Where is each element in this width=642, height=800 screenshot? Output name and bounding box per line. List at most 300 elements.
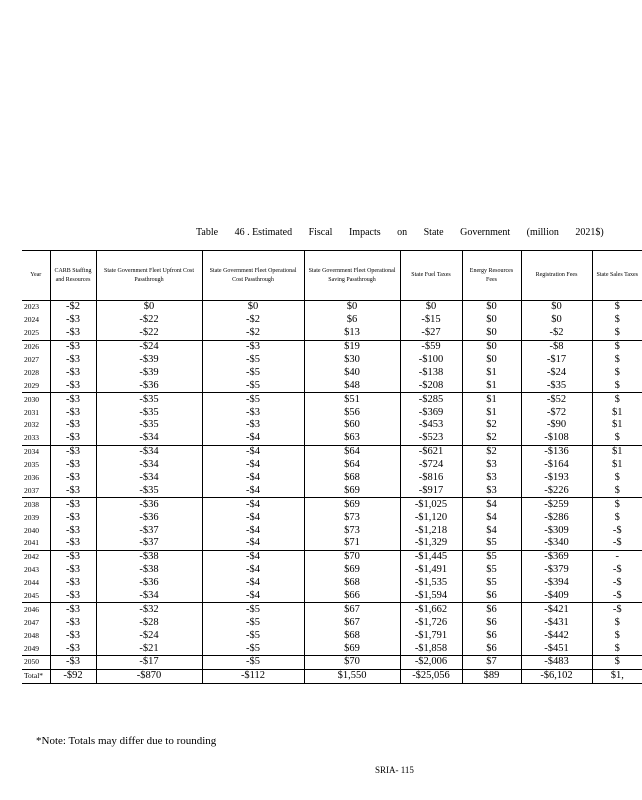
table-cell: -$100 xyxy=(400,354,462,367)
table-cell: -$24 xyxy=(521,366,592,379)
table-cell: -$4 xyxy=(202,432,304,445)
table-cell: -$3 xyxy=(50,393,96,406)
table-row xyxy=(22,550,642,563)
table-cell: -$453 xyxy=(400,419,462,432)
table-cell: -$3 xyxy=(50,314,96,327)
table-cell: -$5 xyxy=(202,393,304,406)
table-cell: -$1,025 xyxy=(400,498,462,511)
caption-word: State xyxy=(423,227,444,238)
table-row xyxy=(22,603,642,616)
row-year-cell: 2042 xyxy=(22,550,50,563)
table-cell: $69 xyxy=(304,642,400,655)
table-cell: -$483 xyxy=(521,656,592,670)
table-cell: - xyxy=(592,550,642,563)
table-cell: $63 xyxy=(304,432,400,445)
table-cell: -$34 xyxy=(96,445,202,458)
table-cell: $71 xyxy=(304,537,400,550)
table-cell: -$379 xyxy=(521,564,592,577)
caption-word: 46 . Estimated xyxy=(234,227,293,238)
table-cell: -$92 xyxy=(50,669,96,683)
fiscal-impacts-table-wrapper xyxy=(22,250,638,726)
table-cell: $70 xyxy=(304,550,400,563)
table-cell: -$ xyxy=(592,564,642,577)
table-caption xyxy=(196,227,616,238)
table-cell: $6 xyxy=(304,314,400,327)
table-cell: -$108 xyxy=(521,432,592,445)
table-row xyxy=(22,379,642,392)
table-cell: -$3 xyxy=(50,629,96,642)
table-cell: -$35 xyxy=(96,484,202,497)
table-cell: -$870 xyxy=(96,669,202,683)
row-year-cell: 2024 xyxy=(24,315,39,325)
table-cell: -$138 xyxy=(400,366,462,379)
row-year-cell: 2040 xyxy=(24,525,39,535)
table-cell: -$208 xyxy=(400,379,462,392)
table-cell: -$5 xyxy=(202,366,304,379)
table-cell: $0 xyxy=(521,301,592,314)
table-cell: -$3 xyxy=(50,472,96,485)
column-header: State Government Fleet Operational Saving Passthrough xyxy=(304,251,400,301)
table-cell: $ xyxy=(592,432,642,445)
table-cell: $6 xyxy=(462,603,521,616)
table-cell: -$136 xyxy=(521,445,592,458)
table-cell: -$ xyxy=(592,603,642,616)
table-cell: -$5 xyxy=(202,354,304,367)
table-row xyxy=(22,354,642,367)
row-year-cell: 2047 xyxy=(24,617,39,627)
table-cell: -$3 xyxy=(50,511,96,524)
row-year-cell: 2023 xyxy=(24,302,39,312)
table-cell: $2 xyxy=(462,432,521,445)
table-cell: $89 xyxy=(462,669,521,683)
table-cell: -$4 xyxy=(202,472,304,485)
table-cell: $6 xyxy=(462,642,521,655)
table-cell: -$6,102 xyxy=(521,669,592,683)
column-header: State Government Fleet Operational Cost Passthrough xyxy=(202,251,304,301)
table-cell: $1,550 xyxy=(304,669,400,683)
table-cell: -$38 xyxy=(96,550,202,563)
row-year-cell: 2034 xyxy=(22,445,50,458)
table-cell: $1 xyxy=(592,445,642,458)
row-year-cell: 2039 xyxy=(24,512,39,522)
table-cell: $56 xyxy=(304,406,400,419)
table-cell: $ xyxy=(592,629,642,642)
table-cell: -$3 xyxy=(50,524,96,537)
table-cell: -$37 xyxy=(96,524,202,537)
table-cell: $4 xyxy=(462,498,521,511)
row-year-cell: 2027 xyxy=(24,355,39,364)
table-cell: $0 xyxy=(202,301,304,314)
table-row xyxy=(22,419,642,432)
table-cell: -$523 xyxy=(400,432,462,445)
table-cell: $7 xyxy=(462,656,521,670)
table-cell: $68 xyxy=(304,577,400,590)
table-row xyxy=(22,590,642,603)
table-cell: -$21 xyxy=(96,642,202,655)
table-cell: -$35 xyxy=(521,379,592,392)
table-cell: $ xyxy=(592,656,642,670)
table-cell: $ xyxy=(592,498,642,511)
table-cell: -$3 xyxy=(50,590,96,603)
table-row xyxy=(22,616,642,629)
table-cell: $73 xyxy=(304,524,400,537)
table-cell: -$25,056 xyxy=(400,669,462,683)
table-row xyxy=(22,445,642,458)
table-cell: $5 xyxy=(462,577,521,590)
table-cell: -$3 xyxy=(50,406,96,419)
table-cell: -$32 xyxy=(96,603,202,616)
table-cell: $64 xyxy=(304,445,400,458)
table-cell: $5 xyxy=(462,537,521,550)
table-cell: -$5 xyxy=(202,616,304,629)
table-cell: -$34 xyxy=(96,459,202,472)
table-cell: -$37 xyxy=(96,537,202,550)
table-row xyxy=(22,484,642,497)
table-cell: $5 xyxy=(462,550,521,563)
table-cell: $40 xyxy=(304,366,400,379)
table-cell: $ xyxy=(592,393,642,406)
table-cell: $0 xyxy=(462,327,521,340)
table-cell: -$34 xyxy=(96,590,202,603)
table-cell: -$3 xyxy=(50,327,96,340)
row-year-cell: 2037 xyxy=(24,485,39,495)
table-cell: $0 xyxy=(462,314,521,327)
table-cell: -$35 xyxy=(96,406,202,419)
table-cell: -$1,218 xyxy=(400,524,462,537)
table-cell: -$917 xyxy=(400,484,462,497)
row-year-cell: 2045 xyxy=(24,591,39,601)
row-year-cell: 2049 xyxy=(24,643,39,653)
table-cell: -$3 xyxy=(50,656,96,670)
row-year-cell: 2043 xyxy=(24,565,39,575)
table-cell: -$5 xyxy=(202,629,304,642)
table-cell: $19 xyxy=(304,340,400,353)
table-cell: $51 xyxy=(304,393,400,406)
table-cell: -$36 xyxy=(96,498,202,511)
row-year-cell: 2032 xyxy=(24,420,39,430)
table-cell: $6 xyxy=(462,616,521,629)
table-cell: $0 xyxy=(462,301,521,314)
table-cell: -$5 xyxy=(202,642,304,655)
column-header: Registration Fees xyxy=(521,251,592,301)
table-cell: -$4 xyxy=(202,564,304,577)
table-cell: -$17 xyxy=(96,656,202,670)
table-cell: -$3 xyxy=(50,616,96,629)
table-cell: -$431 xyxy=(521,616,592,629)
table-cell: $73 xyxy=(304,511,400,524)
row-year-cell: Total* xyxy=(22,669,50,683)
table-cell: -$3 xyxy=(50,366,96,379)
table-cell: -$193 xyxy=(521,472,592,485)
table-row xyxy=(22,301,642,314)
table-cell: $6 xyxy=(462,590,521,603)
table-cell: $0 xyxy=(96,301,202,314)
table-row xyxy=(22,577,642,590)
table-row xyxy=(22,564,642,577)
table-cell: $ xyxy=(592,642,642,655)
table-cell: -$35 xyxy=(96,419,202,432)
table-row xyxy=(22,327,642,340)
table-cell: -$28 xyxy=(96,616,202,629)
caption-word: 2021$) xyxy=(575,227,604,238)
table-cell: -$ xyxy=(592,537,642,550)
table-cell: -$3 xyxy=(50,484,96,497)
table-cell: -$36 xyxy=(96,577,202,590)
table-cell: $1 xyxy=(462,379,521,392)
table-cell: -$4 xyxy=(202,445,304,458)
table-cell: -$369 xyxy=(521,550,592,563)
table-cell: -$27 xyxy=(400,327,462,340)
table-cell: -$285 xyxy=(400,393,462,406)
table-cell: -$3 xyxy=(50,577,96,590)
row-year-cell: 2035 xyxy=(24,460,39,470)
table-cell: $68 xyxy=(304,472,400,485)
row-year-cell: 2050 xyxy=(22,656,50,670)
row-year-cell: 2031 xyxy=(24,407,39,417)
table-cell: $30 xyxy=(304,354,400,367)
table-cell: -$286 xyxy=(521,511,592,524)
table-cell: -$5 xyxy=(202,379,304,392)
table-cell: -$451 xyxy=(521,642,592,655)
table-cell: $70 xyxy=(304,656,400,670)
table-cell: $1 xyxy=(592,419,642,432)
table-cell: -$2 xyxy=(202,327,304,340)
table-cell: $48 xyxy=(304,379,400,392)
table-cell: -$22 xyxy=(96,327,202,340)
table-cell: -$2 xyxy=(521,327,592,340)
table-cell: -$816 xyxy=(400,472,462,485)
table-cell: -$3 xyxy=(50,459,96,472)
column-header: CARB Staffing and Resources xyxy=(50,251,96,301)
table-cell: $ xyxy=(592,301,642,314)
table-cell: -$1,329 xyxy=(400,537,462,550)
table-cell: -$340 xyxy=(521,537,592,550)
table-cell: -$724 xyxy=(400,459,462,472)
fiscal-impacts-table xyxy=(22,250,642,684)
table-cell: -$8 xyxy=(521,340,592,353)
table-cell: -$1,491 xyxy=(400,564,462,577)
table-cell: -$3 xyxy=(202,340,304,353)
table-row xyxy=(22,366,642,379)
table-row xyxy=(22,406,642,419)
caption-word: Government xyxy=(460,227,511,238)
row-year-cell: 2048 xyxy=(24,630,39,640)
table-cell: -$1,791 xyxy=(400,629,462,642)
row-year-cell: 2026 xyxy=(22,340,50,353)
table-cell: -$24 xyxy=(96,340,202,353)
table-cell: -$4 xyxy=(202,484,304,497)
table-cell: -$3 xyxy=(202,419,304,432)
table-cell: $1 xyxy=(592,406,642,419)
table-cell: $3 xyxy=(462,472,521,485)
row-year-cell: 2046 xyxy=(22,603,50,616)
table-cell: $ xyxy=(592,484,642,497)
table-row xyxy=(22,459,642,472)
caption-word: on xyxy=(397,227,408,238)
table-cell: $1 xyxy=(462,366,521,379)
table-cell: -$3 xyxy=(50,603,96,616)
table-cell: -$1,858 xyxy=(400,642,462,655)
table-cell: -$2 xyxy=(50,301,96,314)
table-row xyxy=(22,537,642,550)
table-cell: $ xyxy=(592,354,642,367)
table-row xyxy=(22,524,642,537)
table-cell: $ xyxy=(592,314,642,327)
rounding-note: *Note: Totals may differ due to rounding xyxy=(36,735,217,747)
column-header: Year xyxy=(22,251,50,301)
row-year-cell: 2025 xyxy=(24,328,39,338)
table-body xyxy=(22,301,642,684)
table-cell: -$4 xyxy=(202,550,304,563)
table-cell: -$39 xyxy=(96,366,202,379)
caption-word: Table xyxy=(196,227,219,238)
table-cell: -$226 xyxy=(521,484,592,497)
column-header: State Sales Taxes xyxy=(592,251,642,301)
caption-word: (million xyxy=(526,227,559,238)
table-cell: -$164 xyxy=(521,459,592,472)
table-cell: $6 xyxy=(462,629,521,642)
table-cell: -$442 xyxy=(521,629,592,642)
table-cell: -$1,662 xyxy=(400,603,462,616)
header-row xyxy=(22,251,642,301)
table-cell: -$369 xyxy=(400,406,462,419)
table-cell: -$4 xyxy=(202,577,304,590)
table-cell: -$3 xyxy=(50,354,96,367)
table-row xyxy=(22,669,642,683)
table-cell: -$59 xyxy=(400,340,462,353)
table-cell: -$3 xyxy=(50,498,96,511)
table-cell: -$5 xyxy=(202,603,304,616)
table-cell: $69 xyxy=(304,484,400,497)
table-cell: $1 xyxy=(462,406,521,419)
table-cell: -$3 xyxy=(50,340,96,353)
table-cell: -$1,445 xyxy=(400,550,462,563)
row-year-cell: 2029 xyxy=(24,380,39,390)
table-cell: -$3 xyxy=(50,379,96,392)
table-cell: -$621 xyxy=(400,445,462,458)
table-row xyxy=(22,498,642,511)
table-cell: $68 xyxy=(304,629,400,642)
table-cell: -$421 xyxy=(521,603,592,616)
table-cell: $1, xyxy=(592,669,642,683)
caption-word: Impacts xyxy=(348,227,381,238)
table-cell: $0 xyxy=(304,301,400,314)
table-row xyxy=(22,629,642,642)
table-cell: $1 xyxy=(462,393,521,406)
row-year-cell: 2044 xyxy=(24,578,39,588)
table-cell: -$4 xyxy=(202,511,304,524)
table-cell: -$ xyxy=(592,590,642,603)
table-cell: -$3 xyxy=(202,406,304,419)
table-cell: -$3 xyxy=(50,537,96,550)
table-cell: -$4 xyxy=(202,537,304,550)
table-cell: -$ xyxy=(592,524,642,537)
table-cell: -$259 xyxy=(521,498,592,511)
column-header: State Fuel Taxes xyxy=(400,251,462,301)
table-cell: $ xyxy=(592,340,642,353)
table-cell: -$4 xyxy=(202,590,304,603)
table-cell: -$4 xyxy=(202,524,304,537)
table-cell: -$5 xyxy=(202,656,304,670)
table-cell: $1 xyxy=(592,459,642,472)
row-year-cell: 2036 xyxy=(24,473,39,483)
table-cell: -$15 xyxy=(400,314,462,327)
table-cell: $2 xyxy=(462,419,521,432)
table-cell: -$1,535 xyxy=(400,577,462,590)
table-cell: -$3 xyxy=(50,445,96,458)
table-cell: $ xyxy=(592,379,642,392)
table-row xyxy=(22,656,642,670)
table-cell: $0 xyxy=(521,314,592,327)
table-cell: $64 xyxy=(304,459,400,472)
table-cell: -$22 xyxy=(96,314,202,327)
table-cell: $3 xyxy=(462,484,521,497)
row-year-cell: 2033 xyxy=(24,433,39,443)
table-cell: -$1,726 xyxy=(400,616,462,629)
table-cell: -$3 xyxy=(50,550,96,563)
table-cell: -$35 xyxy=(96,393,202,406)
table-cell: -$4 xyxy=(202,459,304,472)
column-header: Energy Resources Fees xyxy=(462,251,521,301)
table-cell: -$4 xyxy=(202,498,304,511)
row-year-cell: 2028 xyxy=(24,367,39,377)
table-cell: $4 xyxy=(462,511,521,524)
table-cell: -$3 xyxy=(50,642,96,655)
table-cell: -$3 xyxy=(50,419,96,432)
table-cell: -$34 xyxy=(96,432,202,445)
table-cell: -$3 xyxy=(50,564,96,577)
table-cell: $69 xyxy=(304,564,400,577)
table-row xyxy=(22,432,642,445)
table-cell: $69 xyxy=(304,498,400,511)
table-cell: -$38 xyxy=(96,564,202,577)
table-row xyxy=(22,642,642,655)
table-cell: -$24 xyxy=(96,629,202,642)
table-cell: -$34 xyxy=(96,472,202,485)
row-year-cell: 2041 xyxy=(24,538,39,548)
row-year-cell: 2038 xyxy=(22,498,50,511)
page-number: SRIA- 115 xyxy=(375,765,414,775)
table-cell: -$90 xyxy=(521,419,592,432)
table-cell: -$1,120 xyxy=(400,511,462,524)
table-cell: $ xyxy=(592,511,642,524)
table-cell: -$3 xyxy=(50,432,96,445)
table-cell: -$394 xyxy=(521,577,592,590)
table-row xyxy=(22,511,642,524)
table-cell: $ xyxy=(592,327,642,340)
table-cell: $5 xyxy=(462,564,521,577)
table-cell: -$39 xyxy=(96,354,202,367)
row-year-cell: 2030 xyxy=(22,393,50,406)
table-cell: $66 xyxy=(304,590,400,603)
table-cell: -$112 xyxy=(202,669,304,683)
table-cell: $13 xyxy=(304,327,400,340)
table-cell: $ xyxy=(592,616,642,629)
table-cell: $0 xyxy=(462,340,521,353)
table-cell: -$36 xyxy=(96,379,202,392)
caption-word: Fiscal xyxy=(308,227,333,238)
table-row xyxy=(22,472,642,485)
table-cell: $ xyxy=(592,366,642,379)
table-cell: -$2,006 xyxy=(400,656,462,670)
table-row xyxy=(22,314,642,327)
table-cell: $0 xyxy=(400,301,462,314)
table-cell: -$309 xyxy=(521,524,592,537)
table-cell: -$ xyxy=(592,577,642,590)
table-cell: $ xyxy=(592,472,642,485)
table-cell: $0 xyxy=(462,354,521,367)
column-header: State Government Fleet Upfront Cost Passthrough xyxy=(96,251,202,301)
